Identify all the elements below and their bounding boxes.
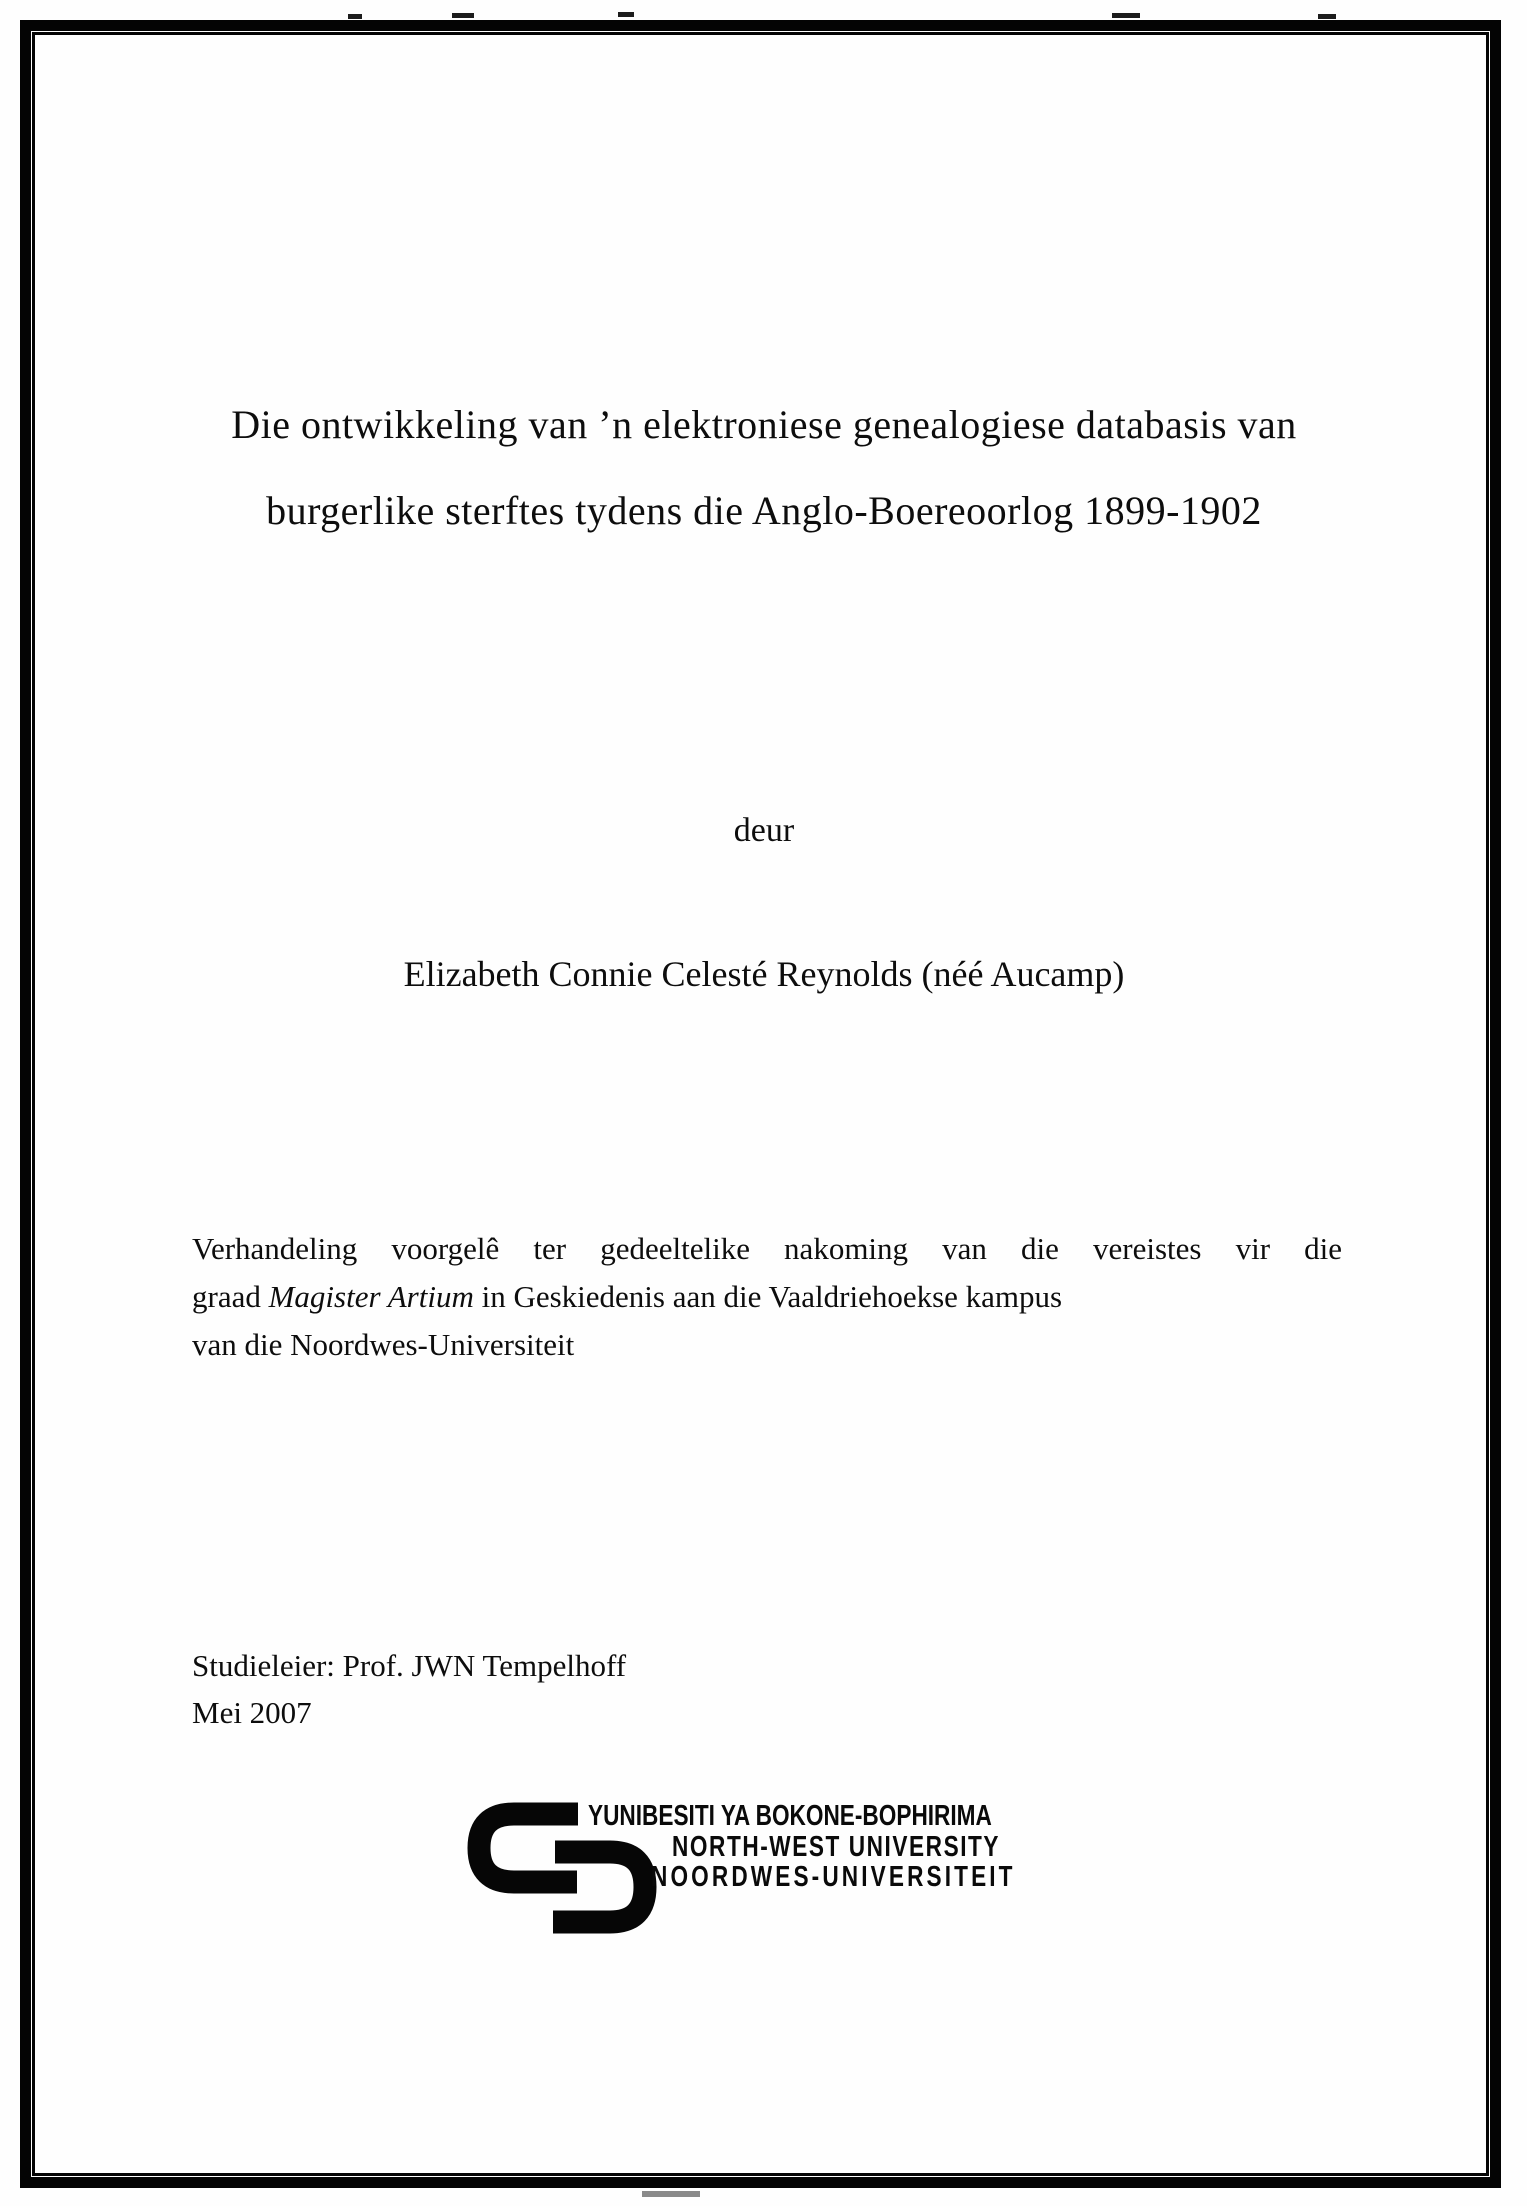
supervisor-line: Studieleier: Prof. JWN Tempelhoff xyxy=(192,1648,627,1683)
scan-artifact xyxy=(642,2191,700,2197)
logo-text-afrikaans: NOORDWES-UNIVERSITEIT xyxy=(651,1861,1016,1893)
scan-artifact xyxy=(618,12,634,17)
thesis-title-line1: Die ontwikkeling van ’n elektroniese genealogiese databasis van xyxy=(231,402,1297,447)
degree-name-italic: Magister Artium xyxy=(268,1279,474,1314)
author-name: Elizabeth Connie Celesté Reynolds (néé Aucamp) xyxy=(403,954,1125,994)
degree-statement-line3: van die Noordwes-Universiteit xyxy=(192,1327,575,1362)
logo-text-setswana: YUNIBESITI YA BOKONE-BOPHIRIMA xyxy=(588,1800,992,1832)
scan-artifact xyxy=(1318,14,1336,19)
degree-statement-line2-pre: graad xyxy=(192,1279,269,1314)
date-line: Mei 2007 xyxy=(192,1695,312,1730)
thesis-title xyxy=(188,382,1340,554)
nwu-logo xyxy=(464,1798,1114,1943)
byline-deur: deur xyxy=(733,812,795,849)
scan-artifact xyxy=(452,13,474,18)
thesis-title-line2: burgerlike sterftes tydens die Anglo-Boereoorlog 1899-1902 xyxy=(266,488,1262,533)
degree-statement-line2 xyxy=(192,1273,1342,1321)
logo-text-english: NORTH-WEST UNIVERSITY xyxy=(672,1831,1001,1863)
scan-artifact xyxy=(348,14,362,19)
degree-statement-line2-post: in Geskiedenis aan die Vaaldriehoekse kampus xyxy=(473,1279,1063,1314)
supervisor-block xyxy=(192,1642,626,1736)
degree-statement-line1: Verhandeling voorgelê ter gedeeltelike nakoming van die vereistes vir die xyxy=(192,1231,1342,1266)
scan-artifact xyxy=(1112,13,1140,18)
degree-statement xyxy=(192,1225,1342,1369)
